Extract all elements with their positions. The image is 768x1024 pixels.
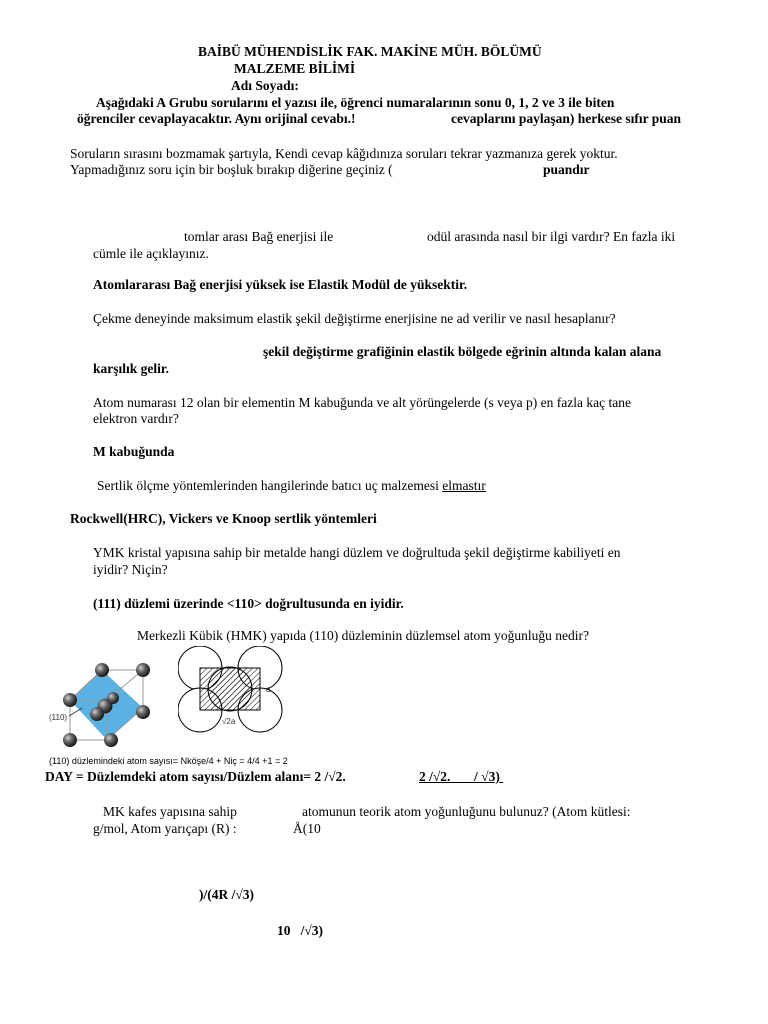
q1-text-a: tomlar arası Bağ enerjisi ile bbox=[184, 229, 334, 244]
a-length-label: a bbox=[266, 685, 271, 694]
q1-text-c: cümle ile açıklayınız. bbox=[93, 246, 209, 261]
figure-caption: (110) düzlemindeki atom sayısı= Nköşe/4 + Niç = 4/4 +1 = 2 bbox=[49, 756, 288, 766]
q6-question: Merkezli Kübik (HMK) yapıda (110) düzleminin düzlemsel atom yoğunluğu nedir? bbox=[137, 628, 590, 643]
q2-answer-line2: karşılık gelir. bbox=[93, 361, 170, 376]
exam-rules-line2a: öğrenciler cevaplayacaktır. Aynı orijinal cevabı.! bbox=[77, 111, 356, 126]
q2-question: Çekme deneyinde maksimum elastik şekil değiştirme enerjisine ne ad verilir ve nasıl hesaplanır? bbox=[93, 311, 616, 326]
q3-line2: elektron vardır? bbox=[93, 411, 179, 426]
q3-answer: M kabuğunda bbox=[93, 444, 175, 459]
q7-formula2: 10 /√3) bbox=[277, 923, 324, 938]
q5-line2: iyidir? Niçin? bbox=[93, 562, 168, 577]
q5-answer: (111) düzlemi üzerinde <110> doğrultusunda en iyidir. bbox=[93, 596, 404, 611]
bcc-cube-figure bbox=[47, 648, 165, 750]
q1-text-b: odül arasında nasıl bir ilgi vardır? En fazla iki bbox=[427, 229, 676, 244]
plane-110-label: (110) bbox=[49, 713, 68, 722]
exam-rules-line1: Aşağıdaki A Grubu sorularını el yazısı ile, öğrenci numaralarının sonu 0, 1, 2 ve 3 ile biten bbox=[96, 95, 615, 110]
instruction-line1: Soruların sırasını bozmamak şartıyla, Kendi cevap kâğıdınıza soruları tekrar yazmanıza gerek yoktur. bbox=[70, 146, 618, 161]
header-title: BAİBÜ MÜHENDİSLİK FAK. MAKİNE MÜH. BÖLÜMÜ bbox=[198, 44, 542, 59]
q7-line2b: Å(10 bbox=[293, 821, 321, 836]
day-formula-step: 2 /√2. / √3) bbox=[419, 769, 500, 784]
q7-line1b: atomunun teorik atom yoğunluğunu bulunuz? (Atom kütlesi: bbox=[302, 804, 631, 819]
q5-line1: YMK kristal yapısına sahip bir metalde hangi düzlem ve doğrultuda şekil değiştirme kabiliyeti en bbox=[93, 545, 621, 560]
name-label: Adı Soyadı: bbox=[231, 78, 299, 93]
plane-110-atom-diagram bbox=[178, 646, 288, 736]
q7-line2a: g/mol, Atom yarıçapı (R) : bbox=[93, 821, 237, 836]
sqrt2a-length-label: √2a bbox=[222, 717, 236, 726]
q1-answer: Atomlararası Bağ enerjisi yüksek ise Elastik Modül de yüksektir. bbox=[93, 277, 468, 292]
day-formula: DAY = Düzlemdeki atom sayısı/Düzlem alanı= 2 /√2. bbox=[45, 769, 346, 784]
q3-line1: Atom numarası 12 olan bir elementin M kabuğunda ve alt yörüngelerde (s veya p) en fazla kaç tane bbox=[93, 395, 631, 410]
q4-underlined-word: elmastır bbox=[442, 478, 486, 493]
q4-question: Sertlik ölçme yöntemlerinden hangilerinde batıcı uç malzemesi elmastır bbox=[97, 478, 486, 493]
course-title: MALZEME BİLİMİ bbox=[234, 61, 356, 76]
q7-formula1: )/(4R /√3) bbox=[199, 887, 255, 902]
q4-answer: Rockwell(HRC), Vickers ve Knoop sertlik yöntemleri bbox=[70, 511, 377, 526]
q7-line1a: MK kafes yapısına sahip bbox=[103, 804, 237, 819]
q2-answer-line1: şekil değiştirme grafiğinin elastik bölgede eğrinin altında kalan alana bbox=[263, 344, 662, 359]
instruction-points: puandır bbox=[543, 162, 590, 177]
exam-rules-line2b: cevaplarını paylaşan) herkese sıfır puan bbox=[451, 111, 682, 126]
instruction-line2: Yapmadığınız soru için bir boşluk bırakıp diğerine geçiniz ( bbox=[70, 162, 393, 177]
